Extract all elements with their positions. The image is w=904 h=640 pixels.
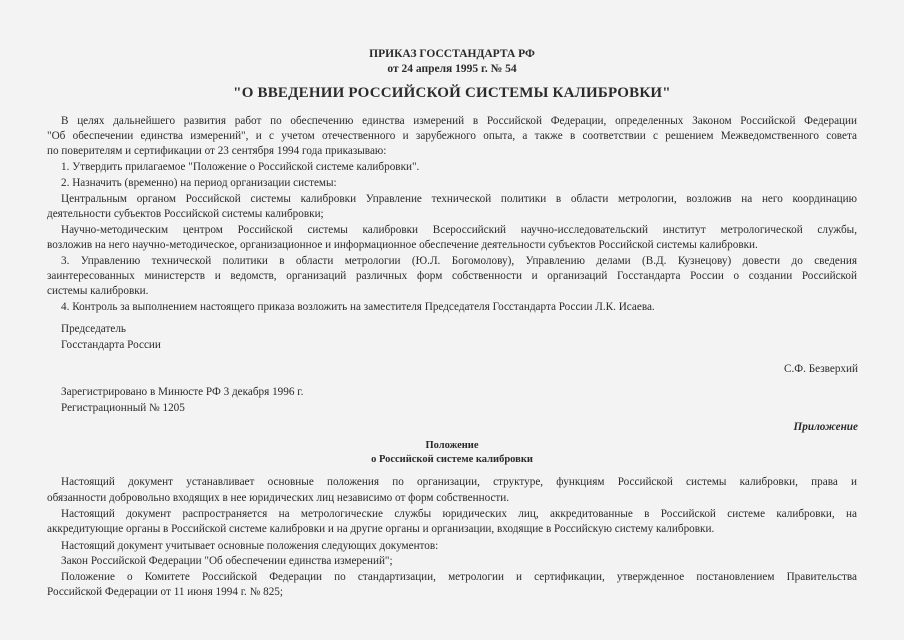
central-body-line-2: деятельности субъектов Российской системы калибровки; — [47, 208, 324, 220]
scientific-center-line-2: возложив на него научно-методическое, организационное и информационное обеспечение деятельности субъектов Российской системы калибровки. — [47, 239, 758, 251]
appendix-para-2-line-1: Настоящий документ распространяется на метрологические службы юридических лиц, аккредитованные в Российской системе калибровки, на — [61, 508, 857, 520]
order-header-line2: от 24 апреля 1995 г. № 54 — [387, 63, 517, 75]
appendix-para-4: Закон Российской Федерации "Об обеспечении единства измерений"; — [61, 555, 393, 567]
item-1: 1. Утвердить прилагаемое "Положение о Российской системе калибровки". — [61, 161, 420, 173]
intro-line-3: по поверителям и сертификации от 23 сентября 1994 года приказываю: — [47, 145, 387, 157]
registration-number: Регистрационный № 1205 — [61, 402, 185, 414]
intro-line-2: "Об обеспечении единства измерений", и с учетом отечественного и зарубежного опыта, а также в соответствии с решением Межведомственного совета — [47, 130, 857, 142]
central-body-line-1: Центральным органом Российской системы калибровки Управление технической политики в области метрологии, возложив на него координацию — [61, 193, 857, 205]
registration-line-1: Зарегистрировано в Минюсте РФ 3 декабря 1996 г. — [61, 386, 304, 398]
intro-line-1: В целях дальнейшего развития работ по обеспечению единства измерений в Российской Федерации, определенных Законом Российской Федерации — [61, 115, 857, 127]
item-2: 2. Назначить (временно) на период организации системы: — [61, 177, 337, 189]
appendix-title-1: Положение — [425, 440, 479, 451]
appendix-para-1-line-2: обязанности добровольно входящих в нее юридических лиц независимо от форм собственности. — [47, 492, 510, 504]
appendix-label: Приложение — [793, 421, 858, 433]
appendix-para-1-line-1: Настоящий документ устанавливает основные положения по организации, структуре, функциям Российской системы калибровки, права и — [61, 476, 857, 488]
item-3-line-1: 3. Управлению технической политики в области метрологии (Ю.Л. Богомолову), Управлению делами (В.Д. Кузнецову) довести до сведения — [61, 255, 857, 267]
scientific-center-line-1: Научно-методическим центром Российской системы калибровки Всероссийский научно-исследовательский институт метрологической службы, — [61, 224, 857, 236]
item-4: 4. Контроль за выполнением настоящего приказа возложить на заместителя Председателя Госстандарта России Л.К. Исаева. — [61, 301, 655, 313]
appendix-title-2: о Российской системе калибровки — [371, 454, 533, 465]
signatory-role-2: Госстандарта России — [61, 339, 161, 351]
item-3-line-2: заинтересованных министерств и ведомств, организаций различных форм собственности и организаций Госстандарта России о создании Российской — [47, 270, 857, 282]
signatory-name: С.Ф. Безверхий — [784, 363, 858, 375]
appendix-para-5-line-2: Российской Федерации от 11 июня 1994 г. № 825; — [47, 586, 283, 598]
signatory-role-1: Председатель — [61, 323, 127, 335]
appendix-para-3: Настоящий документ учитывает основные положения следующих документов: — [61, 540, 439, 552]
order-header-line1: ПРИКАЗ ГОССТАНДАРТА РФ — [369, 48, 535, 60]
appendix-para-5-line-1: Положение о Комитете Российской Федерации по стандартизации, метрологии и сертификации, утвержденное постановлением Правительства — [61, 571, 857, 583]
order-title: "О ВВЕДЕНИИ РОССИЙСКОЙ СИСТЕМЫ КАЛИБРОВКИ" — [233, 85, 671, 101]
appendix-para-2-line-2: аккредитующие органы в Российской системе калибровки и на другие органы и организации, входящие в Российскую систему калибровки. — [47, 523, 715, 535]
item-3-line-3: системы калибровки. — [47, 285, 149, 297]
